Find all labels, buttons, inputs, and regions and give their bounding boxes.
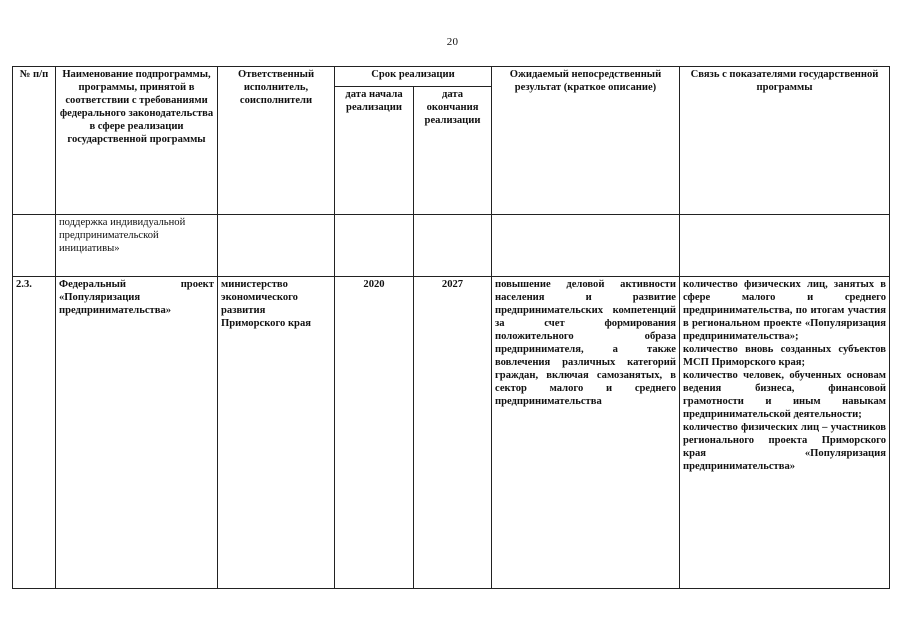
row-links — [680, 277, 890, 589]
cont-result-cell — [492, 215, 680, 277]
header-period: Срок реализации — [335, 67, 492, 87]
cont-end-cell — [414, 215, 492, 277]
cont-start-cell — [335, 215, 414, 277]
header-end-date: дата окончания реализации — [414, 87, 492, 215]
cont-num-cell — [13, 215, 56, 277]
link-indicator-3: количество человек, обученных основам ведения бизнеса, финансовой грамотности и иным навыкам предпринимательской деятельности; — [683, 370, 886, 420]
header-start-date: дата начала реализации — [335, 87, 414, 215]
row-responsible: министерство экономического развития Приморского края — [218, 277, 335, 589]
header-row-1 — [13, 67, 890, 87]
header-link: Связь с показателями государственной программы — [680, 67, 890, 215]
header-result: Ожидаемый непосредственный результат (краткое описание) — [492, 67, 680, 215]
cont-link-cell — [680, 215, 890, 277]
row-result: повышение деловой активности населения и развитие предпринимательских компетенций за счет формирования положительного образа предпринимателя, а также вовлечения различных категорий граждан, включая самозанятых, в сектор малого и среднего предпринимательства — [492, 277, 680, 589]
link-indicator-2: количество вновь созданных субъектов МСП Приморского края; — [683, 344, 886, 368]
link-indicator-1: количество физических лиц, занятых в сфере малого и среднего предпринимательства, по итогам участия в региональном проекте «Популяризация предпринимательства»; — [683, 279, 886, 342]
continuation-row — [13, 215, 890, 277]
header-name: Наименование подпрограммы, программы, принятой в соответствии с требованиями федерального законодательства в сфере реализации государственной программы — [56, 67, 218, 215]
row-name: Федеральный проект «Популяризация предпринимательства» — [56, 277, 218, 589]
header-num: № п/п — [13, 67, 56, 215]
header-responsible: Ответственный исполнитель, соисполнители — [218, 67, 335, 215]
row-start-year: 2020 — [335, 277, 414, 589]
row-num: 2.3. — [13, 277, 56, 589]
page-number: 20 — [446, 36, 459, 48]
program-table — [12, 66, 890, 589]
row-end-year: 2027 — [414, 277, 492, 589]
cont-responsible-cell — [218, 215, 335, 277]
table-row — [13, 277, 890, 589]
link-indicator-4: количество физических лиц – участников регионального проекта Приморского края «Популяризация предпринимательства» — [683, 422, 886, 472]
cont-name-cell: поддержка индивидуальной предпринимательской инициативы» — [56, 215, 218, 277]
